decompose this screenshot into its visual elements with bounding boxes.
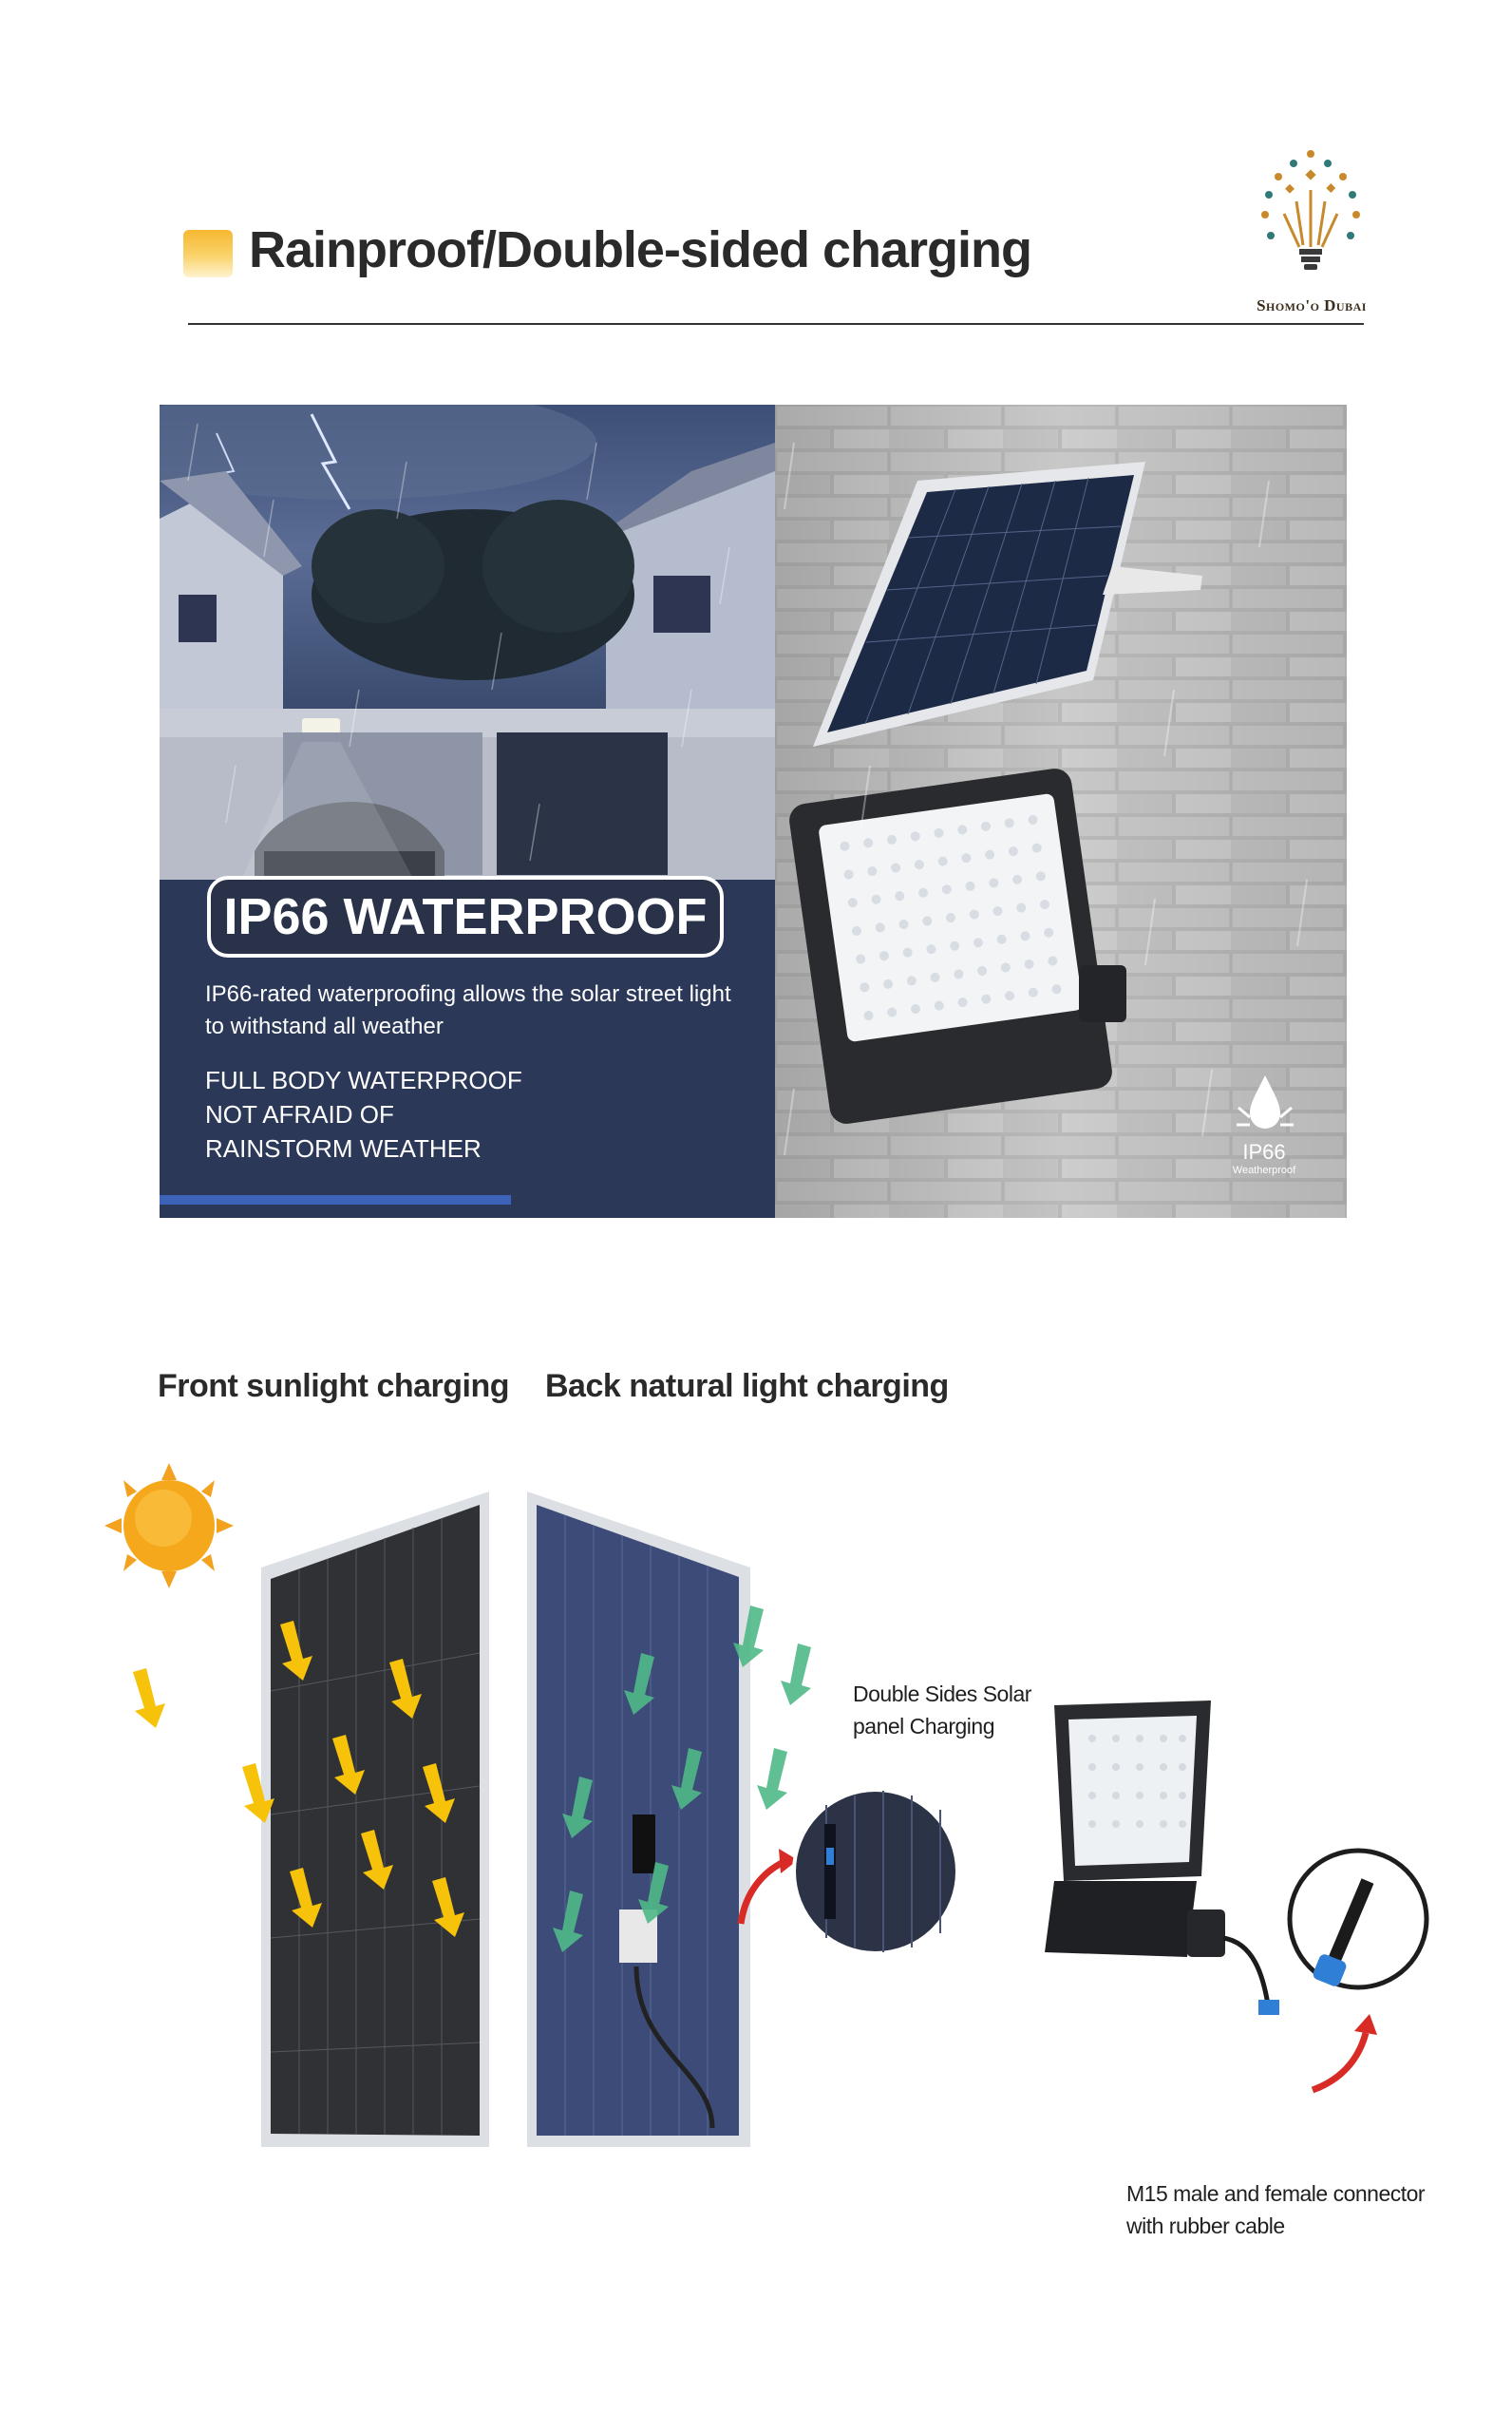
sun-icon xyxy=(104,1463,234,1588)
feature-line-3: RAINSTORM WEATHER xyxy=(205,1134,482,1163)
feature-line-2: NOT AFRAID OF xyxy=(205,1100,394,1129)
rainy-night-scene xyxy=(160,405,775,1218)
night-scene-illustration xyxy=(160,405,775,1218)
back-charging-heading: Back natural light charging xyxy=(545,1368,949,1404)
charging-illustration xyxy=(104,1463,1434,2242)
connector-caption-line-2: with rubber cable xyxy=(1126,2214,1285,2238)
connector-caption-line-1: M15 male and female connector xyxy=(1126,2181,1426,2206)
connector-caption xyxy=(1126,2177,1425,2242)
feature-line-1: FULL BODY WATERPROOF xyxy=(205,1066,522,1094)
title-divider xyxy=(188,323,1364,325)
ip66-badge: IP66 WATERPROOF xyxy=(207,876,724,958)
double-sides-caption xyxy=(853,1678,1031,1742)
banner-description: IP66-rated waterproofing allows the solar street light to withstand all weather xyxy=(205,981,731,1039)
ip66-icon-label: IP66 xyxy=(1242,1140,1286,1164)
page-title: Rainproof/Double-sided charging xyxy=(249,221,1032,278)
waterproof-banner xyxy=(160,405,1347,1218)
ip66-icon-sublabel: Weatherproof xyxy=(1232,1165,1296,1176)
accent-bar xyxy=(160,1195,511,1205)
double-sides-caption-line-2: panel Charging xyxy=(853,1714,995,1738)
logo-text: Shomo'o Dubai xyxy=(1257,296,1367,314)
section-marker xyxy=(183,230,233,277)
double-sides-caption-line-1: Double Sides Solar xyxy=(853,1682,1031,1706)
front-charging-heading: Front sunlight charging xyxy=(158,1368,510,1404)
brand-logo xyxy=(1244,142,1377,319)
water-drop-icon xyxy=(1231,1070,1299,1138)
